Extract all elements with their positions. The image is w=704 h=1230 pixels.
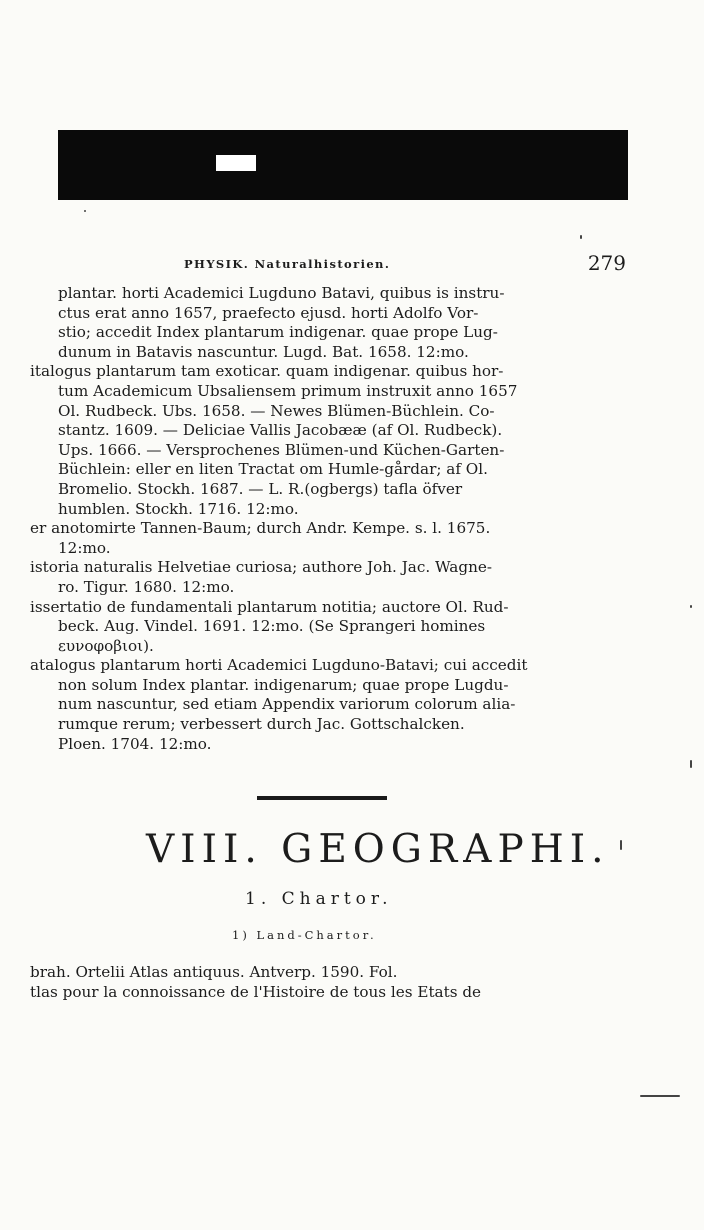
print-speck (640, 1095, 680, 1097)
page-number: 279 (587, 251, 626, 275)
entry-line: Ol. Rudbeck. Ubs. 1658. — Newes Blümen-Büchlein. Co- (58, 401, 495, 420)
entry-line: ro. Tigur. 1680. 12:mo. (58, 577, 235, 596)
entry-line: brah. Ortelii Atlas antiquus. Antverp. 1590. Fol. (30, 963, 398, 981)
atlas-entries (30, 963, 630, 1002)
print-speck (620, 840, 622, 850)
entry-line: non solum Index plantar. indigenarum; quae prope Lugdu- (58, 675, 509, 694)
entry-line: rumque rerum; verbessert durch Jac. Gottschalcken. (58, 715, 465, 734)
print-speck (690, 605, 692, 608)
print-speck (690, 760, 692, 768)
entry-line: dunum in Batavis nascuntur. Lugd. Bat. 1658. 12:mo. (58, 342, 469, 361)
entry-line: Büchlein: eller en liten Tractat om Humle-gårdar; af Ol. (58, 460, 488, 479)
bibliography-entry (30, 284, 630, 362)
entry-line: tlas pour la connoissance de l'Histoire de tous les Etats de (30, 982, 482, 1001)
print-speck (580, 235, 582, 239)
entry-line: ευνοφοβιοι). (58, 636, 154, 655)
running-head: PHYSIK. Naturalhistorien. (184, 257, 391, 271)
section-heading: VIII. GEOGRAPHI. (146, 827, 610, 872)
bibliography-entry (30, 362, 630, 519)
entry-line: Ploen. 1704. 12:mo. (58, 734, 212, 753)
entry-line: istoria naturalis Helvetiae curiosa; authore Joh. Jac. Wagne- (30, 558, 492, 577)
print-speck (84, 210, 86, 212)
entry-line: 12:mo. (58, 538, 111, 557)
bibliography-entry (30, 519, 630, 558)
subsection-heading: 1. Chartor. (245, 889, 393, 909)
entry-line: italogus plantarum tam exoticar. quam indigenar. quibus hor- (30, 362, 504, 381)
entry-line: stio; accedit Index plantarum indigenar. quae prope Lug- (58, 323, 498, 342)
black-redaction-band (58, 130, 628, 200)
bibliography-entry (30, 656, 630, 754)
entry-line: stantz. 1609. — Deliciae Vallis Jacobææ (af Ol. Rudbeck). (58, 421, 503, 440)
entry-line: Ups. 1666. — Versprochenes Blümen-und Küchen-Garten- (58, 440, 505, 459)
entry-line: issertatio de fundamentali plantarum notitia; auctore Ol. Rud- (30, 597, 509, 616)
bibliography-entry (30, 598, 630, 657)
entry-line: Bromelio. Stockh. 1687. — L. R.(ogbergs) tafla öfver (58, 479, 463, 498)
white-stamp-mark (216, 155, 256, 171)
entry-line: beck. Aug. Vindel. 1691. 12:mo. (Se Sprangeri homines (58, 617, 486, 636)
entry-line: tum Academicum Ubsaliensem primum instruxit anno 1657 (58, 381, 518, 400)
entry-line: humblen. Stockh. 1716. 12:mo. (58, 499, 299, 518)
section-divider (257, 796, 387, 800)
subsubsection-heading: 1) Land-Chartor. (232, 928, 377, 942)
bibliography-list (30, 284, 630, 754)
entry-line: atalogus plantarum horti Academici Lugduno-Batavi; cui accedit (30, 656, 528, 675)
bibliography-entry (30, 558, 630, 597)
entry-line: er anotomirte Tannen-Baum; durch Andr. Kempe. s. l. 1675. (30, 519, 491, 538)
entry-line: ctus erat anno 1657, praefecto ejusd. horti Adolfo Vor- (58, 303, 479, 322)
entry-line: plantar. horti Academici Lugduno Batavi, quibus is instru- (58, 284, 505, 302)
page-header (56, 251, 626, 281)
entry-line: num nascuntur, sed etiam Appendix variorum colorum alia- (58, 695, 516, 714)
